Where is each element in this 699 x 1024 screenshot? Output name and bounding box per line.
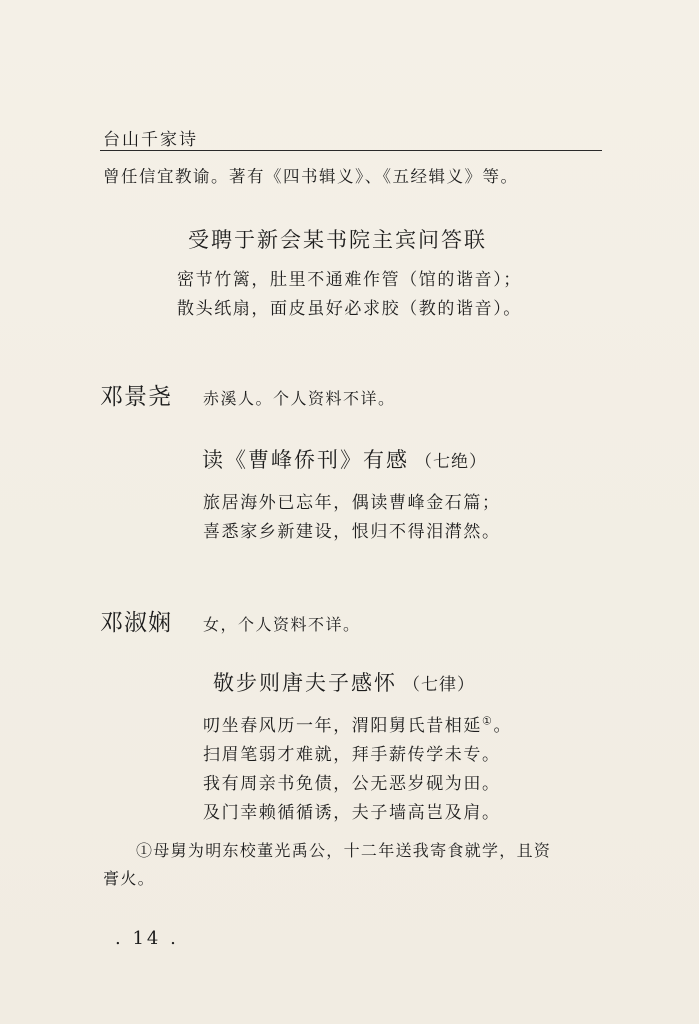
couplet-title: 受聘于新会某书院主宾问答联 bbox=[188, 228, 487, 252]
poem2-line-4: 及门幸赖循循诱，夫子墙高岂及肩。 bbox=[203, 803, 501, 823]
header-rule bbox=[100, 150, 602, 151]
couplet-line-1: 密节竹篱，肚里不通难作管（馆的谐音）； bbox=[177, 270, 522, 290]
footnote-line-2: 膏火。 bbox=[103, 869, 155, 888]
poem-form-1: （七绝） bbox=[415, 452, 487, 472]
poem2-line-1 bbox=[203, 711, 512, 736]
poem2-line-2: 扫眉笔弱才难就，拜手薪传学未专。 bbox=[203, 745, 501, 765]
running-header-title: 台山千家诗 bbox=[103, 130, 198, 150]
poet-info-2: 女，个人资料不详。 bbox=[203, 615, 361, 634]
poem2-line-3: 我有周亲书免债，公无恶岁砚为田。 bbox=[203, 774, 501, 794]
page-number: . 14 . bbox=[115, 928, 179, 949]
intro-line: 曾任信宜教谕。著有《四书辑义》、《五经辑义》等。 bbox=[103, 167, 519, 186]
poem1-line-1: 旅居海外已忘年，偶读曹峰金石篇； bbox=[203, 493, 501, 513]
poem2-line-1-end: 。 bbox=[493, 716, 513, 736]
poem-title-2 bbox=[213, 667, 475, 697]
couplet-line-2: 散头纸扇，面皮虽好必求胶（教的谐音）。 bbox=[177, 299, 522, 319]
poet-name-1: 邓景尧 bbox=[100, 384, 172, 410]
poem-title-1 bbox=[202, 444, 487, 474]
poem-title-1-text: 读《曹峰侨刊》有感 bbox=[202, 448, 409, 472]
poet-name-2: 邓淑娴 bbox=[100, 610, 172, 636]
poem2-line-1-text: 叨坐春风历一年，渭阳舅氏昔相延 bbox=[203, 716, 482, 736]
poem1-line-2: 喜悉家乡新建设，恨归不得泪潸然。 bbox=[203, 522, 501, 542]
poem-title-2-text: 敬步则唐夫子感怀 bbox=[213, 671, 397, 695]
poet-info-1: 赤溪人。个人资料不详。 bbox=[203, 389, 396, 408]
poem-form-2: （七律） bbox=[403, 675, 475, 695]
footnote-marker: ① bbox=[482, 714, 494, 728]
footnote-line-1: ①母舅为明东校董光禹公，十二年送我寄食就学，且资 bbox=[136, 841, 552, 860]
